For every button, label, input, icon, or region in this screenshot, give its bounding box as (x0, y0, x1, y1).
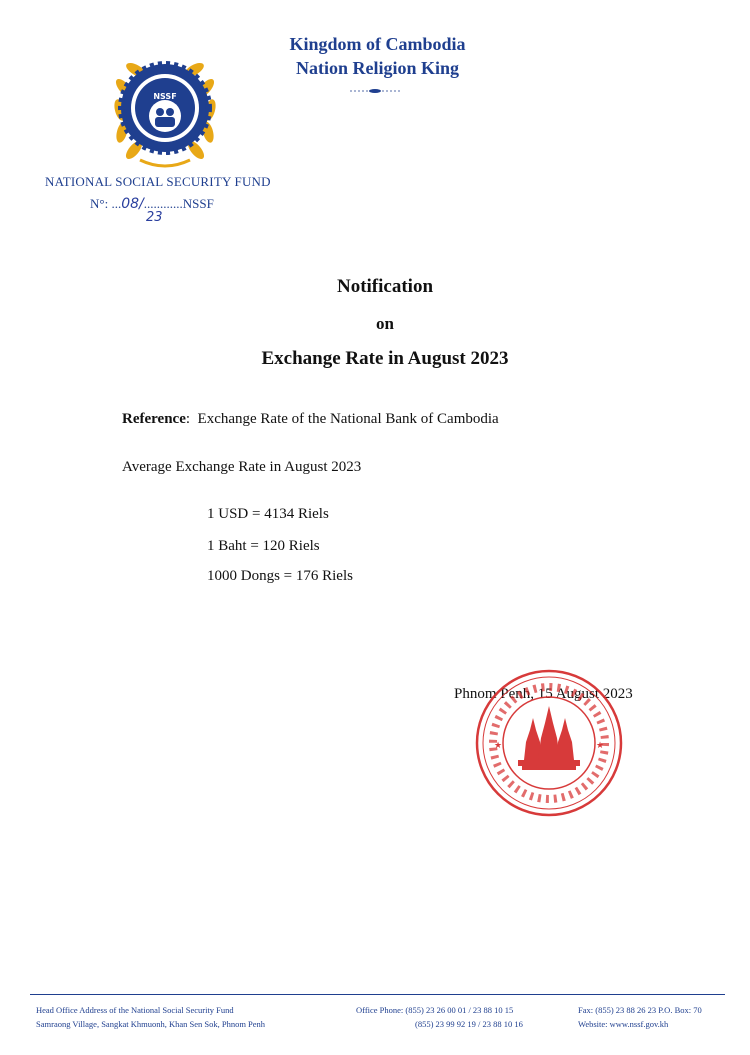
footer-phone-line-2: (855) 23 99 92 19 / 23 88 10 16 (415, 1019, 523, 1029)
title-line-1: Notification (336, 276, 434, 297)
reference-colon: : (185, 411, 191, 427)
number-year: 23 (146, 210, 163, 225)
official-seal-stamp (474, 668, 624, 818)
rate-dong: 1000 Dongs = 176 Riels (207, 568, 353, 584)
nssf-logo (100, 50, 230, 168)
number-suffix: NSSF (182, 196, 214, 211)
reference-text: Exchange Rate of the National Bank of Cambodia (197, 411, 499, 427)
place-and-date: Phnom Penh, 15 August 2023 (454, 686, 633, 702)
ornament-divider (350, 88, 400, 94)
svg-text:★: ★ (494, 741, 503, 751)
footer-address (36, 1003, 265, 1031)
average-rate-heading: Average Exchange Rate in August 2023 (122, 459, 362, 475)
logo-text: NSSF (153, 92, 177, 101)
reference-line (122, 411, 499, 428)
number-prefix: N°: ... (90, 196, 122, 211)
svg-text:★: ★ (596, 741, 605, 751)
footer-phone-line-1: Office Phone: (855) 23 26 00 01 / 23 88 10 15 (356, 1005, 514, 1015)
footer-divider (30, 994, 725, 995)
footer-address-line-2: Samraong Village, Sangkat Khmuonh, Khan Sen Sok, Phnom Penh (36, 1019, 266, 1029)
organization-name: NATIONAL SOCIAL SECURITY FUND (45, 174, 271, 189)
title-line-3: Exchange Rate in August 2023 (261, 348, 509, 369)
footer-phone (356, 1003, 523, 1031)
motto: Nation Religion King (295, 58, 460, 78)
rate-baht: 1 Baht = 120 Riels (207, 538, 320, 554)
reference-label: Reference (122, 411, 186, 427)
kingdom-header (270, 32, 485, 80)
title-line-2: on (376, 314, 394, 333)
footer-contact (578, 1003, 702, 1031)
footer-fax: Fax: (855) 23 88 26 23 P.O. Box: 70 (578, 1005, 702, 1015)
rate-usd: 1 USD = 4134 Riels (207, 506, 329, 522)
number-handwritten: 08/ (121, 196, 144, 212)
number-dots: ............ (143, 196, 183, 211)
kingdom-title: Kingdom of Cambodia (289, 34, 466, 54)
footer-address-line-1: Head Office Address of the National Social Security Fund (36, 1005, 234, 1015)
footer-website: Website: www.nssf.gov.kh (578, 1019, 669, 1029)
